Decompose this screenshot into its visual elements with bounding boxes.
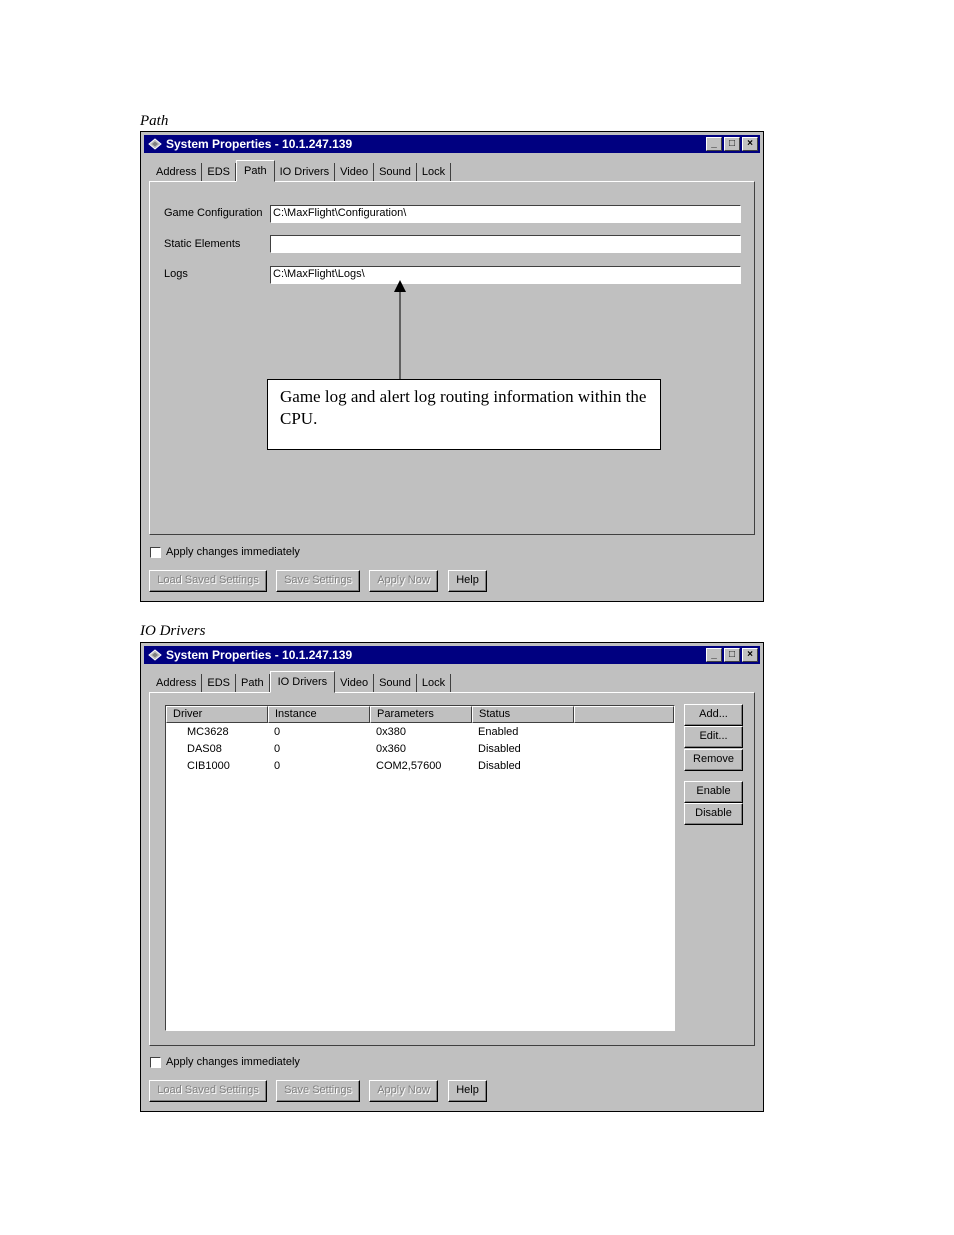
logs-input[interactable]: C:\MaxFlight\Logs\	[270, 266, 741, 284]
edit-button[interactable]: Edit...	[684, 726, 743, 748]
maximize-icon[interactable]: □	[724, 648, 740, 662]
minimize-icon[interactable]: _	[706, 137, 722, 151]
app-icon	[148, 138, 162, 150]
table-row[interactable]	[166, 741, 674, 758]
column-status[interactable]: Status	[472, 706, 574, 723]
tab-io-drivers[interactable]: IO Drivers	[270, 671, 336, 693]
load-saved-settings-button[interactable]: Load Saved Settings	[149, 1080, 267, 1102]
callout-arrow-icon	[393, 280, 407, 380]
close-icon[interactable]: ×	[742, 137, 758, 151]
io-drivers-panel	[149, 692, 755, 1046]
apply-now-button[interactable]: Apply Now	[369, 570, 438, 592]
static-elements-label: Static Elements	[164, 238, 241, 250]
cell-parameters: COM2,57600	[376, 760, 442, 772]
column-blank	[574, 706, 674, 723]
tab-video[interactable]: Video	[335, 163, 374, 181]
static-elements-input[interactable]	[270, 235, 741, 253]
table-row[interactable]	[166, 724, 674, 741]
column-parameters[interactable]: Parameters	[370, 706, 472, 723]
tab-video[interactable]: Video	[335, 674, 374, 692]
tab-sound[interactable]: Sound	[374, 163, 417, 181]
remove-button[interactable]: Remove	[684, 749, 743, 771]
cell-parameters: 0x380	[376, 726, 406, 738]
cell-driver: MC3628	[187, 726, 229, 738]
table-row[interactable]	[166, 758, 674, 775]
tab-eds[interactable]: EDS	[202, 674, 236, 692]
drivers-list[interactable]	[165, 705, 675, 1031]
help-button[interactable]: Help	[448, 570, 487, 592]
close-icon[interactable]: ×	[742, 648, 758, 662]
disable-button[interactable]: Disable	[684, 803, 743, 825]
io-drivers-caption: IO Drivers	[140, 623, 206, 639]
cell-instance: 0	[274, 726, 281, 738]
cell-status: Disabled	[478, 743, 521, 755]
cell-parameters: 0x360	[376, 743, 406, 755]
app-icon	[148, 649, 162, 661]
apply-immediately-label: Apply changes immediately	[166, 1056, 300, 1068]
game-config-label: Game Configuration	[164, 207, 263, 219]
tab-address[interactable]: Address	[151, 674, 202, 692]
list-header	[166, 706, 674, 723]
tab-strip	[151, 161, 451, 181]
column-driver[interactable]: Driver	[166, 706, 268, 723]
system-properties-window-path	[140, 131, 764, 602]
path-panel	[149, 181, 755, 535]
tab-sound[interactable]: Sound	[374, 674, 417, 692]
cell-instance: 0	[274, 743, 281, 755]
cell-driver: DAS08	[187, 743, 222, 755]
help-button[interactable]: Help	[448, 1080, 487, 1102]
cell-driver: CIB1000	[187, 760, 230, 772]
window-title: System Properties - 10.1.247.139	[166, 648, 353, 662]
tab-strip	[151, 672, 451, 692]
minimize-icon[interactable]: _	[706, 648, 722, 662]
path-caption: Path	[140, 113, 169, 129]
enable-button[interactable]: Enable	[684, 781, 743, 803]
tab-io-drivers[interactable]: IO Drivers	[275, 163, 336, 181]
tab-path[interactable]: Path	[236, 160, 275, 182]
title-bar	[144, 135, 760, 153]
annotation-callout: Game log and alert log routing information within the CPU.	[267, 379, 661, 450]
apply-immediately-label: Apply changes immediately	[166, 546, 300, 558]
cell-instance: 0	[274, 760, 281, 772]
save-settings-button[interactable]: Save Settings	[276, 1080, 360, 1102]
logs-label: Logs	[164, 268, 188, 280]
apply-now-button[interactable]: Apply Now	[369, 1080, 438, 1102]
load-saved-settings-button[interactable]: Load Saved Settings	[149, 570, 267, 592]
apply-immediately-row[interactable]	[150, 1056, 300, 1068]
maximize-icon[interactable]: □	[724, 137, 740, 151]
system-properties-window-io	[140, 642, 764, 1112]
add-button[interactable]: Add...	[684, 704, 743, 726]
tab-path[interactable]: Path	[236, 674, 270, 692]
save-settings-button[interactable]: Save Settings	[276, 570, 360, 592]
cell-status: Enabled	[478, 726, 519, 738]
apply-immediately-checkbox[interactable]	[150, 1057, 161, 1068]
title-bar	[144, 646, 760, 664]
window-title: System Properties - 10.1.247.139	[166, 137, 353, 151]
tab-lock[interactable]: Lock	[417, 163, 451, 181]
cell-status: Disabled	[478, 760, 521, 772]
tab-lock[interactable]: Lock	[417, 674, 451, 692]
game-config-input[interactable]: C:\MaxFlight\Configuration\	[270, 205, 741, 223]
apply-immediately-row[interactable]	[150, 546, 300, 558]
tab-address[interactable]: Address	[151, 163, 202, 181]
column-instance[interactable]: Instance	[268, 706, 370, 723]
apply-immediately-checkbox[interactable]	[150, 547, 161, 558]
tab-eds[interactable]: EDS	[202, 163, 236, 181]
